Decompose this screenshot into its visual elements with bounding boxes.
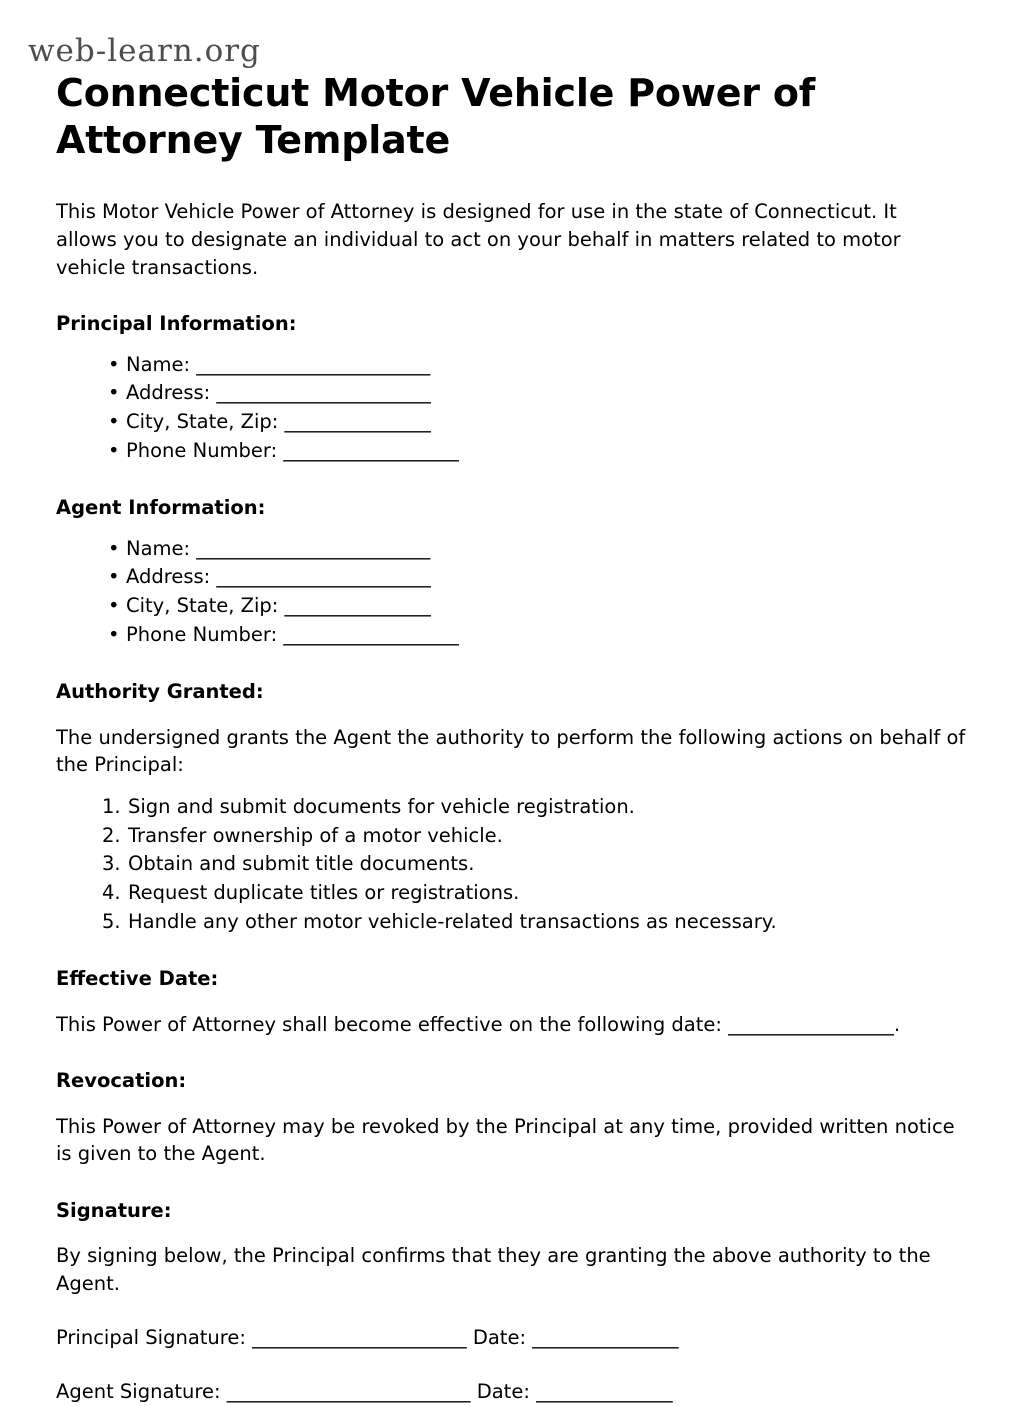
section-heading-agent-information: Agent Information: (56, 496, 266, 520)
agent-signature-line: Agent Signature: _________________________ Date: ______________ (56, 1379, 673, 1403)
list-item: Transfer ownership of a motor vehicle. (128, 823, 503, 847)
list-item: • Name: ________________________ (108, 351, 968, 380)
page-title: Connecticut Motor Vehicle Power of Attorney Template (56, 71, 816, 163)
list-item: • City, State, Zip: _______________ (108, 408, 968, 437)
section-heading-authority-granted: Authority Granted: (56, 680, 264, 704)
list-item: Handle any other motor vehicle-related transactions as necessary. (128, 909, 777, 933)
revocation-text: This Power of Attorney may be revoked by the Principal at any time, provided written notice is given to the Agent. (56, 1114, 955, 1166)
list-item: Sign and submit documents for vehicle registration. (128, 794, 635, 818)
list-item: • Address: ______________________ (108, 379, 968, 408)
list-item: • Address: ______________________ (108, 563, 968, 592)
list-item: Obtain and submit title documents. (128, 852, 475, 876)
section-heading-signature: Signature: (56, 1198, 172, 1222)
list-item: • City, State, Zip: _______________ (108, 592, 968, 621)
principal-signature-line: Principal Signature: ______________________ Date: _______________ (56, 1325, 679, 1349)
section-heading-revocation: Revocation: (56, 1069, 187, 1093)
principal-information-field-list (56, 351, 968, 466)
list-item: Request duplicate titles or registrations. (128, 880, 520, 904)
authority-granted-intro: The undersigned grants the Agent the authority to perform the following actions on behalf of the Principal: (56, 725, 966, 777)
effective-date-text: This Power of Attorney shall become effective on the following date: _________________. (56, 1012, 901, 1036)
site-watermark: web-learn.org (28, 33, 261, 69)
authority-granted-list (56, 793, 968, 936)
list-item: • Name: ________________________ (108, 535, 968, 564)
agent-information-field-list (56, 535, 968, 650)
list-item: • Phone Number: __________________ (108, 621, 968, 650)
document-intro-paragraph: This Motor Vehicle Power of Attorney is designed for use in the state of Connecticut. It allows you to designate an individual to act on your behalf in matters related to motor vehicle transactions. (56, 200, 901, 279)
section-heading-principal-information: Principal Information: (56, 312, 297, 336)
list-item: • Phone Number: __________________ (108, 437, 968, 466)
signature-instruction-text: By signing below, the Principal confirms that they are granting the above authority to the Agent. (56, 1244, 931, 1295)
document-content (56, 70, 968, 1406)
section-heading-effective-date: Effective Date: (56, 967, 219, 991)
